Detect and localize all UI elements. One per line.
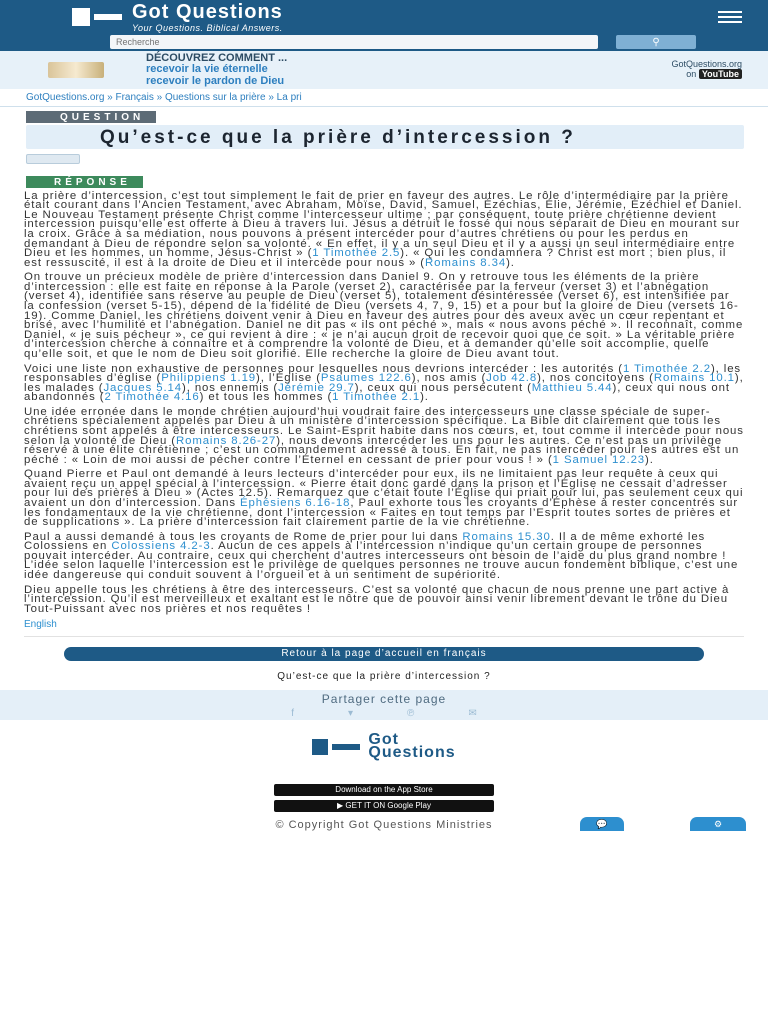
- footer-logo-line2: Questions: [368, 744, 456, 762]
- footer: [0, 720, 768, 831]
- youtube-site: GotQuestions.org: [671, 59, 742, 70]
- paragraph-text: ).: [420, 391, 429, 404]
- print-button[interactable]: [26, 154, 80, 164]
- scripture-link[interactable]: 1 Timothée 2.1: [332, 391, 421, 404]
- scripture-link[interactable]: 1 Samuel 12.23: [552, 453, 646, 466]
- paragraph-text: Quand Pierre et Paul ont demandé à leurs lecteurs d’intercéder pour eux, ils ne limitaient pas leur requête à ceux qui avaient reçu un appel spécial à l’intercession. « Pierre était donc gardé dans la prison et l’Église ne cessait d’adresser pour lui des prières à Dieu » (Actes 12.5). Remarquez que c’était toute l’Église qui priait pour lui, pas seulement ceux qui avaient un don d’intercession. Dans: [24, 468, 744, 510]
- paragraph-text: ), nos concitoyens (: [537, 372, 654, 385]
- app-store-label: App Store: [397, 785, 433, 795]
- scripture-link[interactable]: Éphésiens 6.16-18: [240, 497, 351, 510]
- scripture-link[interactable]: Romains 8.26-27: [175, 434, 277, 447]
- site-header: [0, 0, 768, 34]
- pinterest-icon[interactable]: ℗: [407, 708, 415, 720]
- main-content: [0, 107, 768, 682]
- menu-icon[interactable]: [718, 11, 742, 23]
- scripture-link[interactable]: 1 Timothée 2.5: [312, 247, 401, 260]
- search-button[interactable]: [616, 35, 696, 49]
- scripture-link[interactable]: 2 Timothée 4.16: [104, 391, 200, 404]
- paragraph-text: La prière d’intercession, c’est tout simplement le fait de prier en faveur des autres. Le rôle d’intermédiaire par la prière était courant dans l’Ancien Testament, avec Abraham, Moïse, David, Samuel, Ézéchias, Élie, Jérémie, Ézéchiel et Daniel. Le Nouveau Testament présente Christ comme l’intercesseur ultime ; par conséquent, toute prière chrétienne devient intercession puisqu’elle est offerte à Dieu à travers lui. Jésus a détruit le fossé qui nous séparait de Dieu en mourant sur la croix. Grâce à sa médiation, nous pouvons à présent intercéder pour d’autres chrétiens ou pour les perdus en demandant à Dieu de répondre selon sa volonté. « En effet, il y a un seul Dieu et il y a aussi un seul intermédiaire entre Dieu et les hommes, un homme, Jésus-Christ » (: [24, 189, 743, 260]
- paragraph-text: ). « Qui les condamnera ? Christ est mort ; bien plus, il est ressuscité, il est à la droite de Dieu et il intercède pour nous » (: [24, 247, 727, 269]
- promo-link-eternal-life[interactable]: recevoir la vie éternelle: [146, 63, 268, 76]
- answer-paragraph: [24, 273, 744, 359]
- paragraph-text: ).: [506, 256, 515, 269]
- paragraph-text: Dieu appelle tous les chrétiens à être des intercesseurs. C’est sa volonté que chacun de nous prenne une part active à l’intercession. Qu’il est merveilleux et exaltant est le nôtre que de pouvoir ainsi venir librement devant le trône du Dieu Tout-Puissant avec nos prières et nos requêtes !: [24, 583, 730, 615]
- promo-banner: [0, 51, 768, 89]
- youtube-logo-icon: YouTube: [699, 69, 742, 79]
- paragraph-text: ) et tous les hommes (: [199, 391, 333, 404]
- search-icon: ⚲: [652, 36, 660, 48]
- scripture-link[interactable]: Jérémie 29.7: [278, 381, 355, 394]
- site-logo[interactable]: [72, 2, 283, 33]
- youtube-on: on: [686, 69, 697, 79]
- footer-logo[interactable]: [312, 731, 456, 762]
- home-button[interactable]: Retour à la page d’accueil en français: [64, 647, 704, 661]
- scripture-link[interactable]: Jacques 5.14: [103, 381, 182, 394]
- paragraph-text: ), ceux qui nous persécutent (: [354, 381, 532, 394]
- promo-line-1: DÉCOUVREZ COMMENT ...: [146, 51, 288, 64]
- gear-icon: ⚙: [713, 819, 723, 830]
- promo-text: [146, 53, 671, 88]
- footer-logo-mark-icon: [312, 739, 360, 755]
- google-play-icon: ▶: [337, 801, 344, 811]
- search-input[interactable]: [110, 35, 598, 49]
- paragraph-text: Une idée erronée dans le monde chrétien aujourd’hui voudrait faire des intercesseurs une classe spéciale de super-chrétiens spécialement appelés par Dieu à un ministère d’intercession spécifique. La Bible dit clairement que tous les chrétiens sont appelés à être intercesseurs. Le Saint-Esprit habite dans nos cœurs, et, tout comme il intercède pour nous selon la volonté de Dieu (: [24, 405, 744, 447]
- paragraph-text: Paul a aussi demandé à tous les croyants de Rome de prier pour lui dans: [24, 530, 463, 543]
- question-label: QUESTION: [26, 111, 156, 123]
- paragraph-text: ), ceux qui nous ont abandonnés (: [24, 381, 730, 404]
- answer-paragraph: [24, 530, 744, 582]
- scripture-link[interactable]: Psaumes 122.6: [320, 372, 412, 385]
- google-play-button[interactable]: [274, 800, 494, 812]
- paragraph-text: . Aucun de ces appels à l’intercession n’indique qu’un certain groupe de personnes pouvait intercéder. Au contraire, ceux qui cherchent d’autres intercesseurs ont besoin de l’aide du plus grand nombre ! L’idée selon laquelle l’intercession est le privilège de quelques personnes ne trouve aucun fondement biblique, c’est une idée dangereuse qui conduit souvent à l’orgueil et à un sentiment de supériorité.: [24, 540, 739, 582]
- answer-paragraph: [24, 583, 744, 615]
- breadcrumb[interactable]: GotQuestions.org » Français » Questions sur la prière » La pri: [0, 89, 768, 107]
- paragraph-text: . Il a de même exhorté les Colossiens en: [24, 530, 706, 553]
- share-section: [0, 690, 768, 720]
- paragraph-text: On trouve un précieux modèle de prière d’intercession dans Daniel 9. On y retrouve tous les éléments de la prière d’intercession : elle est faite en réponse à la Parole (verset 2), caractérisée par la ferveur (verset 3) et l’abnégation (verset 4), identifiée sans réserve au peuple de Dieu (verset 5), totalement désintéressée (verset 6), est intensifiée par la confession (verset 5-15), dépend de la fidélité de Dieu (versets 4, 7, 9, 15) et a pour but la gloire de Dieu (versets 16-19). Comme Daniel, les chrétiens doivent venir à Dieu en faveur des autres pour des aveux avec un cœur repentant et brisé, avec l’humilité et l’abnégation. Daniel ne dit pas « ils ont péché », mais « nous avons péché ». Il reconnaît, comme Daniel, « je suis pécheur », ce qui revient à dire : « je n’ai aucun droit de recevoir quoi que ce soit. » La véritable prière d’intercession cherche à connaître et à comprendre la volonté de Dieu, et à demander qu’elle soit accomplie, quelle qu’elle soit, et que le nom de Dieu soit glorifié. Elle recherche la gloire de Dieu avant tout.: [24, 271, 744, 360]
- facebook-icon[interactable]: f: [291, 708, 294, 720]
- chat-button[interactable]: [580, 817, 624, 831]
- settings-button[interactable]: [690, 817, 746, 831]
- app-store-small: Download on the: [335, 785, 396, 795]
- logo-tagline: Your Questions. Biblical Answers.: [132, 22, 283, 33]
- paragraph-text: ).: [645, 453, 654, 466]
- answer-paragraph: [24, 362, 744, 404]
- footer-logo-line1: Got: [368, 731, 399, 749]
- scripture-link[interactable]: Matthieu 5.44: [531, 381, 613, 394]
- paragraph-text: Voici une liste non exhaustive de personnes pour lesquelles nous devrions intercéder : les autorités (: [24, 362, 623, 375]
- paragraph-text: , Paul exhorte tous les croyants d’Éphèse à rester concentrés sur les fondamentaux de la vie chrétienne, dont l’intercession « Faites en tout temps par l’Esprit toutes sortes de prières et de supplications ». La prière d’intercession fait clairement partie de la vie chrétienne.: [24, 497, 739, 529]
- paragraph-text: ), nos amis (: [411, 372, 487, 385]
- promo-image: [48, 62, 104, 78]
- google-play-label: Google Play: [387, 801, 431, 811]
- paragraph-text: ), les malades (: [24, 372, 744, 394]
- scripture-link[interactable]: Philippiens 1.19: [161, 372, 257, 385]
- paragraph-text: ), l’Église (: [256, 372, 321, 385]
- share-title: Partager cette page: [321, 692, 447, 707]
- scripture-link[interactable]: 1 Timothée 2.2: [622, 362, 711, 375]
- logo-mark-icon: [72, 8, 122, 26]
- scripture-link[interactable]: Job 42.8: [486, 372, 538, 385]
- chat-icon: 💬: [596, 819, 608, 830]
- search-bar: [0, 33, 768, 51]
- twitter-icon[interactable]: ▾: [347, 708, 354, 720]
- divider: [24, 636, 744, 637]
- logo-title: Got Questions: [132, 0, 283, 23]
- paragraph-text: ), nous devons intercéder les uns pour les autres. Ce n’est pas un privilège réservé à une élite chrétienne ; c’est un commandement adressé à tous. En fait, ne pas intercéder pour les autres est un péché : « Loin de moi aussi de pécher contre l’Éternel en cessant de prier pour vous ! » (: [24, 434, 740, 466]
- copyright: © Copyright Got Questions Ministries: [275, 819, 493, 832]
- answer-paragraph: [24, 470, 744, 527]
- answer-article: [24, 189, 744, 615]
- answer-paragraph: [24, 405, 744, 466]
- title-box: [26, 125, 744, 149]
- answer-paragraph: [24, 189, 744, 269]
- promo-link-forgiveness[interactable]: recevoir le pardon de Dieu: [146, 74, 285, 87]
- app-store-button[interactable]: [274, 784, 494, 796]
- paragraph-text: ), les responsables d’église (: [24, 362, 742, 385]
- scripture-link[interactable]: Romains 15.30: [462, 530, 551, 543]
- google-play-small: GET IT ON: [345, 801, 386, 811]
- current-page-title: Qu’est-ce que la prière d’intercession ?: [277, 671, 491, 683]
- youtube-link[interactable]: [671, 60, 742, 80]
- paragraph-text: ), nos ennemis (: [182, 381, 279, 394]
- scripture-link[interactable]: Romains 10.1: [653, 372, 735, 385]
- email-icon[interactable]: ✉: [468, 708, 477, 720]
- scripture-link[interactable]: Romains 8.34: [425, 256, 507, 269]
- page-title: Qu’est-ce que la prière d’intercession ?: [100, 127, 576, 148]
- english-link[interactable]: English: [24, 619, 57, 631]
- scripture-link[interactable]: Colossiens 4.2-3: [111, 540, 211, 553]
- answer-label: RÉPONSE: [26, 176, 143, 188]
